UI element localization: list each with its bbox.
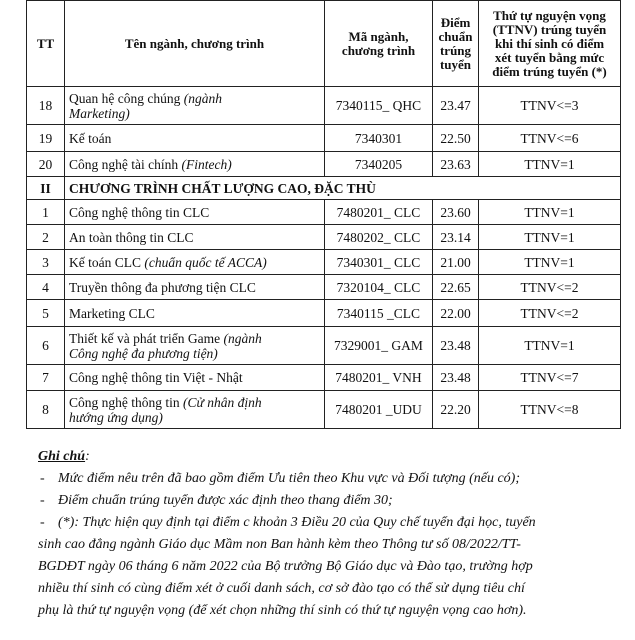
note-text: Điểm chuẩn trúng tuyển được xác định theo thang điểm 30; (58, 493, 393, 508)
header-rank-line: Thứ tự nguyện vọng (493, 7, 606, 23)
program-name-text: Thiết kế và phát triển Game (69, 330, 224, 346)
row-program-code: 7340115_ QHC (325, 87, 433, 125)
table-row (27, 391, 621, 429)
row-program-code: 7480201_ VNH (325, 365, 433, 391)
row-program-name (65, 152, 325, 177)
note-dash: - (40, 471, 45, 486)
row-rank: TTNV<=6 (479, 125, 621, 152)
row-tt: 19 (27, 125, 65, 152)
row-score: 22.50 (433, 125, 479, 152)
row-rank: TTNV=1 (479, 200, 621, 225)
row-rank: TTNV=1 (479, 250, 621, 275)
program-name-note: (Cử nhân định (183, 394, 262, 410)
row-score: 21.00 (433, 250, 479, 275)
program-name-text: Kế toán CLC (69, 254, 145, 270)
note-continuation: nhiều thí sinh có cùng điểm xét ở cuối danh sách, cơ sở đào tạo có thể sử dụng tiêu chí (38, 581, 525, 596)
section-row (27, 177, 621, 200)
program-name-note: (ngành (183, 90, 222, 106)
table-row (27, 275, 621, 300)
program-name-note: (Fintech) (181, 156, 232, 172)
program-name-text: Marketing CLC (69, 305, 155, 321)
header-rank-line: điểm trúng tuyển (*) (492, 63, 607, 79)
row-score: 22.65 (433, 275, 479, 300)
section-number: II (27, 177, 65, 200)
row-score: 23.47 (433, 87, 479, 125)
note-dash: - (40, 515, 45, 530)
row-program-code: 7320104_ CLC (325, 275, 433, 300)
table-row (27, 200, 621, 225)
table-row (27, 87, 621, 125)
row-tt: 8 (27, 391, 65, 429)
row-score: 23.48 (433, 327, 479, 365)
program-name-text: An toàn thông tin CLC (69, 229, 194, 245)
note-continuation: BGDĐT ngày 06 tháng 6 năm 2022 của Bộ trưởng Bộ Giáo dục và Đào tạo, trường hợp (38, 559, 533, 574)
row-score: 23.48 (433, 365, 479, 391)
program-name-text: Công nghệ thông tin Việt - Nhật (69, 370, 243, 385)
header-score-line: chuẩn (438, 28, 473, 44)
row-tt: 20 (27, 152, 65, 177)
row-score: 22.20 (433, 391, 479, 429)
row-rank: TTNV<=3 (479, 87, 621, 125)
row-tt: 2 (27, 225, 65, 250)
row-tt: 6 (27, 327, 65, 365)
program-name-note: Marketing) (69, 105, 130, 121)
header-rank-line: khi thí sinh có điểm (494, 35, 605, 51)
notes-section (38, 446, 623, 622)
notes-heading-suffix: : (85, 449, 90, 464)
header-rank-line: xét tuyển bằng mức (494, 49, 605, 65)
row-program-code: 7480202_ CLC (325, 225, 433, 250)
row-program-code: 7340301 (325, 125, 433, 152)
note-item (38, 468, 623, 490)
row-program-name (65, 125, 325, 152)
row-tt: 18 (27, 87, 65, 125)
program-name-text: Công nghệ tài chính (69, 156, 182, 172)
note-continuation: sinh cao đẳng ngành Giáo dục Mầm non Ban hành kèm theo Thông tư số 08/2022/TT- (38, 537, 521, 552)
row-program-code: 7329001_ GAM (325, 327, 433, 365)
table-row (27, 250, 621, 275)
program-name-text: Truyền thông đa phương tiện CLC (69, 279, 256, 295)
row-program-code: 7480201 _UDU (325, 391, 433, 429)
admission-score-table (26, 0, 621, 429)
table-row (27, 327, 621, 365)
row-rank: TTNV<=2 (479, 275, 621, 300)
header-code (325, 1, 433, 87)
note-item (38, 490, 623, 512)
note-dash: - (40, 493, 45, 508)
row-program-name (65, 327, 325, 365)
row-rank: TTNV=1 (479, 327, 621, 365)
header-score (433, 1, 479, 87)
program-name-text: Công nghệ thông tin CLC (69, 204, 210, 220)
table-row (27, 365, 621, 391)
row-program-name (65, 275, 325, 300)
program-name-text: Công nghệ thông tin (69, 394, 183, 410)
row-program-code: 7480201_ CLC (325, 200, 433, 225)
note-continuation: phụ là thứ tự nguyện vọng (để xét chọn những thí sinh có thứ tự nguyện vọng cao hơn). (38, 603, 527, 618)
section-title: CHƯƠNG TRÌNH CHẤT LƯỢNG CAO, ĐẶC THÙ (65, 177, 621, 200)
program-name-note: hướng ứng dụng) (69, 409, 163, 425)
row-program-code: 7340301_ CLC (325, 250, 433, 275)
header-code-line: chương trình (341, 42, 416, 58)
row-program-name (65, 300, 325, 327)
table-row (27, 225, 621, 250)
notes-heading-line (38, 446, 623, 468)
program-name-text: Quan hệ công chúng (69, 90, 184, 106)
row-program-name (65, 200, 325, 225)
header-rank-line: (TTNV) trúng tuyển (492, 21, 607, 37)
row-tt: 1 (27, 200, 65, 225)
row-rank: TTNV=1 (479, 225, 621, 250)
row-rank: TTNV=1 (479, 152, 621, 177)
table-header-row (27, 1, 621, 87)
row-program-name (65, 250, 325, 275)
header-score-line: tuyển (439, 56, 472, 72)
header-rank (479, 1, 621, 87)
row-score: 23.14 (433, 225, 479, 250)
header-name: Tên ngành, chương trình (65, 1, 325, 87)
header-score-line: trúng (439, 42, 472, 58)
row-tt: 5 (27, 300, 65, 327)
row-rank: TTNV<=8 (479, 391, 621, 429)
row-tt: 7 (27, 365, 65, 391)
table-row (27, 152, 621, 177)
note-item-star (38, 512, 623, 534)
row-program-code: 7340205 (325, 152, 433, 177)
notes-heading: Ghi chú (38, 449, 86, 464)
table-row (27, 125, 621, 152)
row-program-name (65, 391, 325, 429)
note-text: (*): Thực hiện quy định tại điểm c khoản 3 Điều 20 của Quy chế tuyển đại học, tuyển (58, 515, 536, 530)
header-score-line: Điểm (440, 14, 471, 30)
row-program-name (65, 87, 325, 125)
row-program-name (65, 225, 325, 250)
row-score: 22.00 (433, 300, 479, 327)
program-name-note: (ngành (223, 330, 262, 346)
program-name-note: Công nghệ đa phương tiện) (69, 345, 218, 361)
row-score: 23.63 (433, 152, 479, 177)
row-program-name (65, 365, 325, 391)
note-text: Mức điểm nêu trên đã bao gồm điểm Ưu tiên theo Khu vực và Đối tượng (nếu có); (58, 471, 520, 486)
row-score: 23.60 (433, 200, 479, 225)
row-program-code: 7340115 _CLC (325, 300, 433, 327)
program-name-note: (chuẩn quốc tế ACCA) (144, 254, 267, 270)
row-tt: 3 (27, 250, 65, 275)
header-code-line: Mã ngành, (348, 28, 409, 44)
row-tt: 4 (27, 275, 65, 300)
program-name-text: Kế toán (69, 130, 112, 146)
row-rank: TTNV<=2 (479, 300, 621, 327)
header-tt: TT (27, 1, 65, 87)
table-row (27, 300, 621, 327)
row-rank: TTNV<=7 (479, 365, 621, 391)
